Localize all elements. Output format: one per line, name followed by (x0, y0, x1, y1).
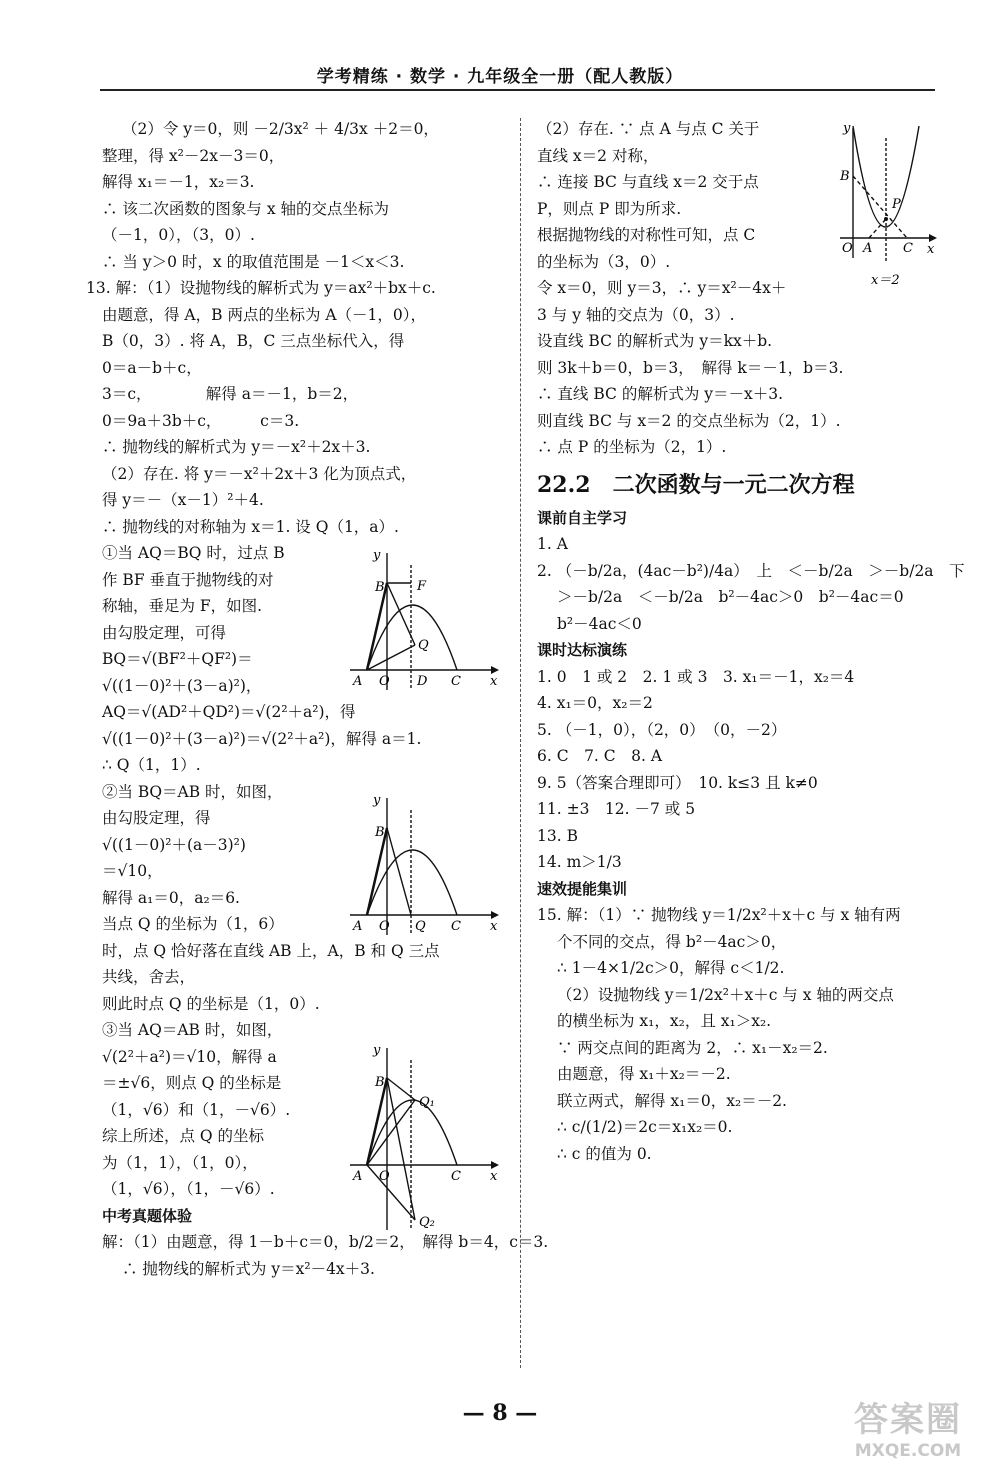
text-line: 由勾股定理，可得 (102, 623, 227, 642)
text-line: （1，√6）和（1，－√6）. (102, 1100, 291, 1119)
text-line: 的横坐标为 x₁，x₂，且 x₁＞x₂. (557, 1012, 772, 1030)
fig-label-A: A (353, 1169, 363, 1184)
text-line: ∵ 两交点间的距离为 2，∴ x₁－x₂＝2. (557, 1038, 828, 1057)
answer-line: 5. （－1，0），（2，0） （0，－2） (537, 720, 787, 739)
subsection-heading: 课时达标演练 (537, 641, 628, 659)
watermark-url: MXQE.COM (854, 1441, 962, 1461)
fig-label-y: y (373, 1043, 381, 1058)
subsection-heading: 速效提能集训 (537, 879, 628, 898)
text-line: 联立两式，解得 x₁＝0，x₂＝－2. (557, 1091, 787, 1110)
text-line: ∴ 直线 BC 的解析式为 y＝－x＋3. (537, 385, 784, 403)
fig-label-Q: Q (415, 919, 426, 934)
answer-line: b²－4ac＜0 (557, 614, 642, 633)
fig-label-F: F (417, 579, 427, 594)
text-line: ∴ c/(1/2)＝2c＝x₁x₂＝0. (557, 1118, 733, 1136)
text-line: 整理，得 x²－2x－3＝0， (102, 146, 285, 165)
text-line: 则直线 BC 与 x＝2 的交点坐标为（2，1）. (537, 411, 841, 430)
answer-line: 1. A (537, 535, 568, 553)
text-line: 设直线 BC 的解析式为 y＝kx＋b. (537, 332, 773, 350)
page-number: — 8 — (462, 1400, 538, 1426)
equation-line: 0＝a－b＋c， (102, 358, 202, 377)
text-line: 为（1，1），（1，0）， (102, 1153, 258, 1172)
text-line: √(2²＋a²)＝√10，解得 a (102, 1047, 277, 1066)
fig-label-x: x (927, 242, 935, 257)
fig-label-A: A (863, 241, 873, 256)
parabola-figure-1 (345, 545, 505, 695)
answer-line: 6. C 7. C 8. A (537, 747, 663, 765)
fig-label-O: O (379, 919, 390, 934)
text-line: ∴ 点 P 的坐标为（2，1）. (537, 438, 727, 456)
fig-label-B: B (375, 825, 385, 840)
text-line: 解得 a₁＝0，a₂＝6. (102, 888, 240, 907)
fig-label-B: B (840, 169, 850, 184)
text-line: AQ＝√(AD²＋QD²)＝√(2²＋a²)，得 (102, 703, 356, 721)
header-rule (100, 89, 935, 91)
fig-label-A: A (353, 674, 363, 689)
text-line: 作 BF 垂直于抛物线的对 (102, 570, 274, 589)
text-line: 得 y＝－（x－1）²＋4. (102, 491, 264, 509)
fig-label-x: x (490, 919, 498, 934)
text-line: （2）存在. ∵ 点 A 与点 C 关于 (537, 120, 760, 138)
fig-label-C: C (451, 919, 461, 934)
text-line: 则此时点 Q 的坐标是（1，0）. (102, 994, 320, 1013)
text-line: 称轴，垂足为 F，如图. (102, 597, 263, 615)
watermark-logo (848, 1392, 968, 1461)
page-header: 学考精练 · 数学 · 九年级全一册（配人教版） (316, 67, 684, 87)
text-line: （2）设抛物线 y＝1/2x²＋x＋c 与 x 轴的两交点 (557, 985, 894, 1004)
text-line: ∴ 当 y＞0 时，x 的取值范围是 －1＜x＜3. (102, 252, 405, 271)
fig-label-O: O (379, 1169, 390, 1184)
answer-line: 14. m＞1/3 (537, 853, 622, 871)
text-line: （2）存在. 将 y＝－x²＋2x＋3 化为顶点式， (102, 464, 417, 483)
text-line: 共线，舍去， (102, 968, 196, 986)
text-line: 直线 x＝2 对称， (537, 146, 659, 165)
question-13: 13. 解：（1）设抛物线的解析式为 y＝ax²＋bx＋c. (86, 279, 436, 297)
equation-line: 3＝c， 解得 a＝－1，b＝2， (102, 385, 359, 403)
text-line: 由勾股定理，得 (102, 809, 211, 827)
text-line: 解：（1）由题意，得 1－b＋c＝0，b/2＝2， 解得 b＝4，c＝3. (102, 1233, 549, 1251)
text-line: P，则点 P 即为所求. (537, 199, 682, 218)
text-line: 当点 Q 的坐标为（1，6） (102, 915, 284, 933)
subsection-heading: 课前自主学习 (537, 508, 628, 527)
equation-line: 则 3k＋b＝0，b＝3， 解得 k＝－1，b＝3. (537, 358, 844, 377)
fig-label-y: y (373, 548, 381, 563)
text-line: ＝√10， (102, 862, 163, 880)
fig-label-B: B (375, 580, 385, 595)
text-line: ①当 AQ＝BQ 时，过点 B (102, 544, 285, 562)
fig-label-x: x (490, 1169, 498, 1184)
text-line: ∴ 1－4×1/2c＞0，解得 c＜1/2. (557, 959, 785, 977)
text-line: ∴ c 的值为 0. (557, 1144, 652, 1163)
text-line: 个不同的交点，得 b²－4ac＞0， (557, 932, 787, 951)
answer-line: 4. x₁＝0，x₂＝2 (537, 694, 653, 712)
answer-line: 1. 0 1 或 2 2. 1 或 3 3. x₁＝－1，x₂＝4 (537, 667, 855, 686)
equation-line: 0＝9a＋3b＋c， c＝3. (102, 411, 300, 430)
fig-label-x: x (490, 674, 498, 689)
text-line: ∴ 该二次函数的图象与 x 轴的交点坐标为 (102, 199, 390, 218)
text-line: 3 与 y 轴的交点为（0，3）. (537, 305, 735, 324)
answer-line: 13. B (537, 826, 578, 845)
fig-label-B: B (375, 1075, 385, 1090)
column-divider (520, 118, 521, 1368)
fig-label-Q: Q (418, 638, 429, 653)
subsection-heading: 中考真题体验 (102, 1206, 193, 1225)
text-line: B（0，3）. 将 A，B，C 三点坐标代入，得 (102, 332, 405, 350)
fig-label-O: O (379, 674, 390, 689)
text-line: ③当 AQ＝AB 时，如图， (102, 1021, 283, 1039)
text-line: 15. 解：（1）∵ 抛物线 y＝1/2x²＋x＋c 与 x 轴有两 (537, 906, 901, 924)
parabola-figure-3 (345, 1040, 505, 1235)
text-line: 的坐标为（3，0）. (537, 252, 671, 271)
text-line: ＝±√6，则点 Q 的坐标是 (102, 1074, 282, 1092)
answer-line: ＞－b/2a ＜－b/2a b²－4ac＞0 b²－4ac＝0 (557, 588, 904, 606)
parabola-figure-2 (345, 790, 505, 940)
text-line: ∴ 抛物线的解析式为 y＝x²－4x＋3. (122, 1259, 375, 1278)
text-line: 解得 x₁＝－1，x₂＝3. (102, 173, 255, 191)
text-line: （2）令 y＝0，则 －2/3x² ＋ 4/3x ＋2＝0， (122, 120, 439, 138)
text-line: ∴ 抛物线的解析式为 y＝－x²＋2x＋3. (102, 438, 371, 456)
fig-label-A: A (353, 919, 363, 934)
answer-line: 11. ±3 12. －7 或 5 (537, 800, 696, 818)
text-line: ∴ 连接 BC 与直线 x＝2 交于点 (537, 173, 759, 191)
answer-line: 9. 5（答案合理即可） 10. k≤3 且 k≠0 (537, 773, 818, 792)
text-line: BQ＝√(BF²＋QF²)＝ (102, 650, 253, 668)
text-line: √((1－0)²＋(3－a)²)＝√(2²＋a²)，解得 a＝1. (102, 729, 422, 748)
text-line: （1，√6），（1，－√6）. (102, 1180, 275, 1198)
text-line: 时，点 Q 恰好落在直线 AB 上，A，B 和 Q 三点 (102, 941, 440, 960)
text-line: ②当 BQ＝AB 时，如图， (102, 782, 283, 801)
section-title: 22.2 二次函数与一元二次方程 (537, 471, 855, 498)
fig-label-Q2: Q₂ (419, 1215, 435, 1230)
fig-label-C: C (903, 241, 913, 256)
text-line: √((1－0)²＋(3－a)²)， (102, 676, 262, 695)
fig-label-y: y (843, 121, 851, 136)
watermark-text: 答案圈 (854, 1400, 962, 1440)
fig-label-P: P (892, 197, 901, 212)
fig-label-D: D (417, 674, 428, 689)
text-line: 由题意，得 x₁＋x₂＝－2. (557, 1065, 731, 1083)
text-line: （－1，0），（3，0）. (102, 226, 255, 244)
text-line: 令 x＝0，则 y＝3，∴ y＝x²－4x＋ (537, 279, 787, 297)
text-line: 根据抛物线的对称性可知，点 C (537, 226, 756, 244)
text-line: ∴ 抛物线的对称轴为 x＝1. 设 Q（1，a）. (102, 517, 399, 536)
text-line: 由题意，得 A，B 两点的坐标为 A（－1，0）， (102, 305, 427, 324)
fig-label-C: C (451, 674, 461, 689)
fig-label-C: C (451, 1169, 461, 1184)
fig-label-O: O (842, 241, 853, 256)
text-line: ∴ Q（1，1）. (102, 756, 201, 774)
text-line: 综上所述，点 Q 的坐标 (102, 1127, 265, 1145)
parabola-figure-4 (835, 118, 940, 290)
fig-label-x2: x＝2 (871, 273, 900, 288)
answer-line: 2. （－b/2a，(4ac－b²)/4a） 上 ＜－b/2a ＞－b/2a 下 (537, 561, 965, 580)
fig-label-y: y (373, 793, 381, 808)
text-line: √((1－0)²＋(a－3)²) (102, 835, 246, 854)
fig-label-Q1: Q₁ (419, 1095, 435, 1110)
